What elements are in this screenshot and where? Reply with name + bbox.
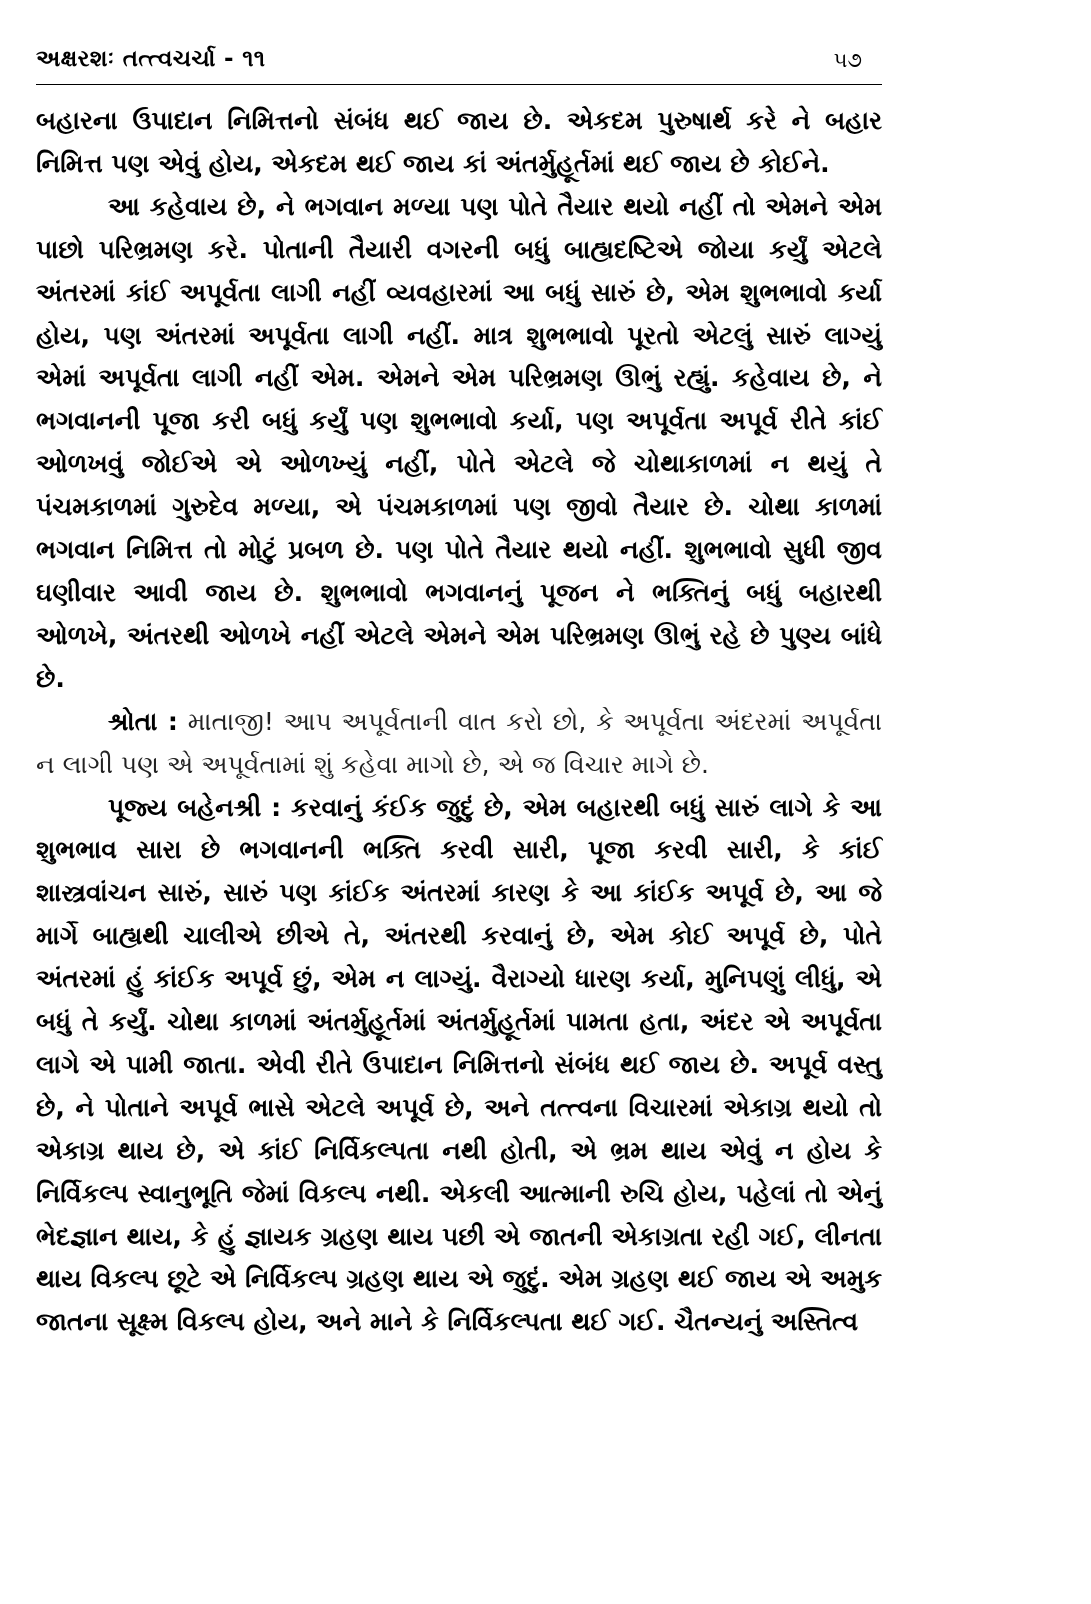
paragraph-answer [36, 787, 882, 1345]
page-number: ૫૭ [833, 48, 862, 72]
speaker-label-behenshri: પૂજ્ય બહેનશ્રી : [108, 792, 282, 822]
speaker-label-listener: શ્રોતા : [108, 706, 178, 736]
paragraph-question [36, 701, 882, 787]
question-text: માતાજી! આપ અપૂર્વતાની વાત કરો છો, કે અપૂર્વતા અંદરમાં અપૂર્વતા ન લાગી પણ એ અપૂર્વતામાં શું કહેવા માગો છે, એ જ વિચાર માગે છે. [36, 706, 882, 779]
running-header [36, 44, 882, 85]
book-title: અક્ષરશઃ તત્ત્વચર્ચા - ૧૧ [36, 46, 266, 72]
paragraph-discussion: આ કહેવાય છે, ને ભગવાન મળ્યા પણ પોતે તૈયાર થયો નહીં તો એમને એમ પાછો પરિભ્રમણ કરે. પોતાની તૈયારી વગરની બધું બાહ્યદષ્ટિએ જોયા કર્યું એટલે અંતરમાં કાંઈ અપૂર્વતા લાગી નહીં વ્યવહારમાં આ બધું સારું છે, એમ શુભભાવો કર્યા હોય, પણ અંતરમાં અપૂર્વતા લાગી નહીં. માત્ર શુભભાવો પૂરતો એટલું સારું લાગ્યું એમાં અપૂર્વતા લાગી નહીં એમ. એમને એમ પરિભ્રમણ ઊભું રહ્યું. કહેવાય છે, ને ભગવાનની પૂજા કરી બધું કર્યું પણ શુભભાવો કર્યા, પણ અપૂર્વતા અપૂર્વ રીતે કાંઈ ઓળખવું જોઈએ એ ઓળખ્યું નહીં, પોતે એટલે જે ચોથાકાળમાં ન થયું તે પંચમકાળમાં ગુરુદેવ મળ્યા, એ પંચમકાળમાં પણ જીવો તૈયાર છે. ચોથા કાળમાં ભગવાન નિમિત્ત તો મોટું પ્રબળ છે. પણ પોતે તૈયાર થયો નહીં. શુભભાવો સુધી જીવ ઘણીવાર આવી જાય છે. શુભભાવો ભગવાનનું પૂજન ને ભક્તિનું બધું બહારથી ઓળખે, અંતરથી ઓળખે નહીં એટલે એમને એમ પરિભ્રમણ ઊભું રહે છે પુણ્ય બાંધે છે. [36, 191, 882, 693]
body-text [36, 100, 882, 1344]
paragraph-continuation: બહારના ઉપાદાન નિમિત્તનો સંબંધ થઈ જાય છે. એકદમ પુરુષાર્થ કરે ને બહાર નિમિત્ત પણ એવું હોય, એકદમ થઈ જાય કાં અંતર્મુહૂર્તમાં થઈ જાય છે કોઈને. [36, 106, 882, 178]
answer-text: કરવાનું કંઈક જુદું છે, એમ બહારથી બધું સારું લાગે કે આ શુભભાવ સારા છે ભગવાનની ભક્તિ કરવી સારી, પૂજા કરવી સારી, કે કાંઈ શાસ્ત્રવાંચન સારું, સારું પણ કાંઈક અંતરમાં કારણ કે આ કાંઈક અપૂર્વ છે, આ જે માર્ગે બાહ્યથી ચાલીએ છીએ તે, અંતરથી કરવાનું છે, એમ કોઈ અપૂર્વ છે, પોતે અંતરમાં હું કાંઈક અપૂર્વ છું, એમ ન લાગ્યું. વૈરાગ્યો ધારણ કર્યા, મુનિપણું લીધું, એ બધું તે કર્યું. ચોથા કાળમાં અંતર્મુહૂર્તમાં અંતર્મુહૂર્તમાં પામતા હતા, અંદર એ અપૂર્વતા લાગે એ પામી જાતા. એવી રીતે ઉપાદાન નિમિત્તનો સંબંધ થઈ જાય છે. અપૂર્વ વસ્તુ છે, ને પોતાને અપૂર્વ ભાસે એટલે અપૂર્વ છે, અને તત્ત્વના વિચારમાં એકાગ્ર થયો તો એકાગ્ર થાય છે, એ કાંઈ નિર્વિકલ્પતા નથી હોતી, એ ભ્રમ થાય એવું ન હોય કે નિર્વિકલ્પ સ્વાનુભૂતિ જેમાં વિકલ્પ નથી. એકલી આત્માની રુચિ હોય, પહેલાં તો એનું ભેદજ્ઞાન થાય, કે હું જ્ઞાયક ગ્રહણ થાય પછી એ જાતની એકાગ્રતા રહી ગઈ, લીનતા થાય વિકલ્પ છૂટે એ નિર્વિકલ્પ ગ્રહણ થાય એ જુદું. એમ ગ્રહણ થઈ જાય એ અમુક જાતના સૂક્ષ્મ વિકલ્પ હોય, અને માને કે નિર્વિકલ્પતા થઈ ગઈ. ચૈતન્યનું અસ્તિત્વ [36, 792, 882, 1337]
